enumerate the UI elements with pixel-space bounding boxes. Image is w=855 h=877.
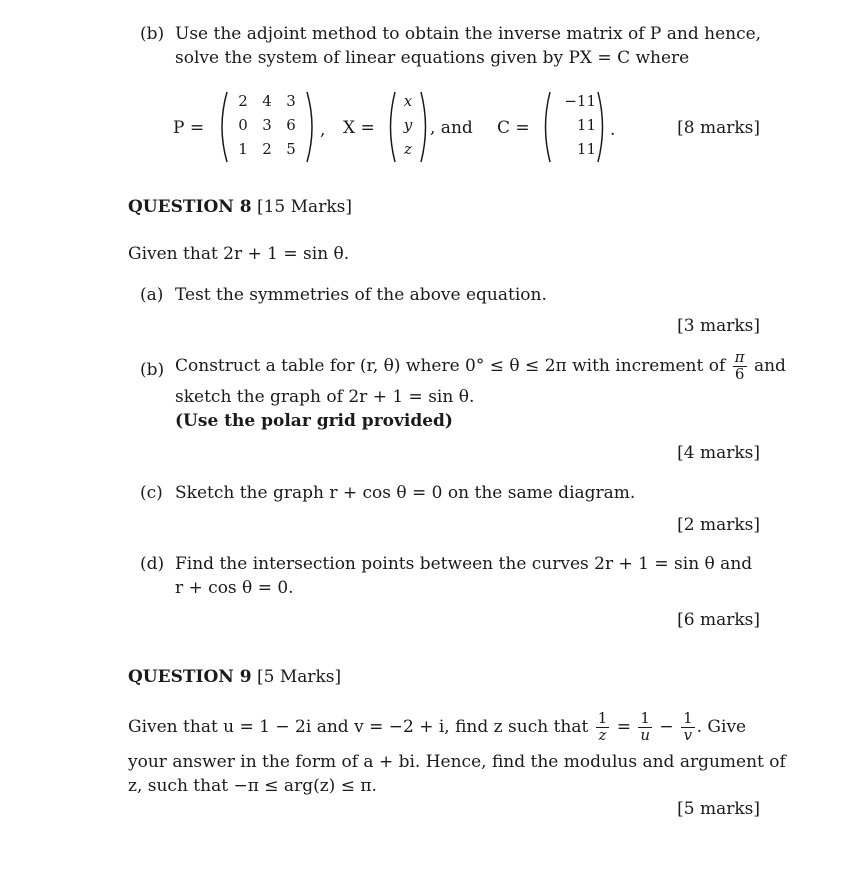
p-label: P = (173, 118, 205, 138)
c-cell: −11 (564, 92, 596, 110)
p-cell: 3 (286, 92, 296, 110)
p-cell: 1 (238, 140, 248, 158)
q8d-line1: Find the intersection points between the curves 2r + 1 = sin θ and (175, 554, 753, 574)
q9-line2: your answer in the form of a + bi. Hence, find the modulus and argument of (128, 752, 786, 772)
frac-denominator: 6 (734, 364, 745, 383)
matrix-x (385, 90, 431, 164)
x-cell: z (404, 140, 412, 158)
q8-heading-marks: [15 Marks] (256, 197, 352, 217)
p-cell: 2 (238, 92, 248, 110)
frac-denominator: u (640, 725, 651, 744)
q9-heading-marks: [5 Marks] (256, 667, 342, 687)
q9-line1-pre: Given that u = 1 − 2i and v = −2 + i, find z such that (128, 716, 589, 737)
q8d-line2: r + cos θ = 0. (175, 578, 294, 598)
q8-heading (128, 197, 352, 217)
matrix-p (215, 90, 319, 164)
part-b-label: (b) (140, 24, 165, 44)
q8a-text: Test the symmetries of the above equation. (175, 285, 547, 305)
q9-line3: z, such that −π ≤ arg(z) ≤ π. (128, 776, 377, 796)
period: . (610, 120, 616, 140)
frac-numerator: 1 (683, 709, 693, 727)
q8b-line1 (175, 350, 786, 383)
q8-heading-title: QUESTION 8 (128, 197, 252, 217)
q9-marks: [5 marks] (677, 799, 760, 819)
q8b-line1-pre: Construct a table for (r, θ) where 0° ≤ θ ≤ 2π with increment of (175, 355, 726, 376)
q8b-label: (b) (140, 360, 165, 380)
c-cell: 11 (576, 116, 596, 134)
p-cell: 3 (262, 116, 272, 134)
q8b-marks: [4 marks] (677, 443, 760, 463)
x-cell: x (403, 92, 413, 110)
x-label: X = (343, 118, 375, 138)
q8-given: Given that 2r + 1 = sin θ. (128, 244, 350, 264)
q8b-note: (Use the polar grid provided) (175, 411, 453, 431)
q8b-line2: sketch the graph of 2r + 1 = sin θ. (175, 387, 475, 407)
part-b-line2: solve the system of linear equations given by PX = C where (175, 48, 690, 68)
frac-denominator: v (683, 725, 693, 744)
part-b-line1: Use the adjoint method to obtain the inverse matrix of P and hence, (175, 24, 762, 44)
q8a-label: (a) (140, 285, 164, 305)
q8c-marks: [2 marks] (677, 515, 760, 535)
frac-numerator: 1 (597, 709, 608, 727)
frac-numerator: 1 (638, 711, 652, 728)
c-label: C = (497, 118, 530, 138)
q8c-text: Sketch the graph r + cos θ = 0 on the same diagram. (175, 483, 636, 503)
q9-line1 (128, 711, 746, 744)
fraction-one-over-u (638, 711, 652, 744)
p-cell: 5 (286, 140, 296, 158)
q9-heading (128, 667, 341, 687)
q9-line1-post: . Give (696, 716, 747, 737)
and-text: , and (430, 118, 473, 138)
p-cell: 6 (286, 116, 296, 134)
q8b-line1-post: and (753, 355, 786, 376)
p-cell: 2 (262, 140, 272, 158)
pi-over-six-fraction (733, 350, 747, 383)
comma: , (320, 120, 326, 140)
part-b-marks: [8 marks] (677, 118, 760, 138)
frac-numerator: π (734, 348, 745, 366)
x-cell: y (403, 116, 413, 134)
frac-denominator: z (598, 725, 607, 744)
q9-heading-title: QUESTION 9 (128, 667, 252, 687)
minus-sign: − (659, 716, 674, 737)
matrix-c (540, 90, 608, 164)
fraction-one-over-z (596, 711, 610, 744)
c-cell: 11 (576, 140, 596, 158)
p-cell: 4 (262, 92, 272, 110)
fraction-one-over-v (681, 711, 695, 744)
q8d-marks: [6 marks] (677, 610, 760, 630)
p-cell: 0 (238, 116, 248, 134)
equals-sign: = (616, 716, 631, 737)
q8d-label: (d) (140, 554, 165, 574)
q8a-marks: [3 marks] (677, 316, 760, 336)
q8c-label: (c) (140, 483, 163, 503)
